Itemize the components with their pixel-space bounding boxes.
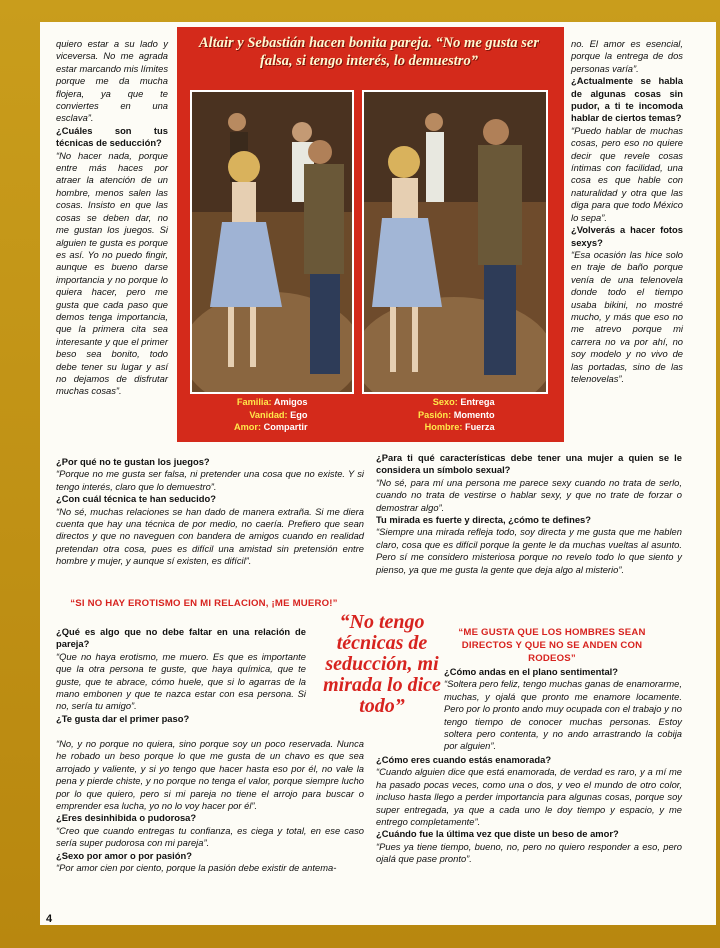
pull-quote-right: “ME GUSTA QUE LOS HOMBRES SEAN DIRECTOS Y QUE NO SE ANDEN CON RODEOS”: [458, 627, 646, 664]
caption-line: Amor: Compartir: [234, 422, 308, 432]
page-number: 4: [46, 913, 53, 925]
question-text: ¿Cómo eres cuando estás enamorada?: [376, 754, 552, 765]
answer-text: “No hacer nada, porque entre más haces por atraer la atención de un hombre, menos salen las cosas. Insisto en que las cosas se deben dar, no me gustan los juegos. Si alguien te gusta es porque es así. Yo no puedo fingir, aunque es bueno darse importancia y no porque lo quiera hacer, pero me gusta que cada paso que demos tenga importancia, que la primera cita sea interesante y que el primer beso sea bonito, todo debe tener su lugar y así no dejamos de disfrutar muchas cosas”.: [56, 149, 168, 397]
bottom-right-wide: [376, 754, 682, 866]
photo-illustration: [192, 92, 352, 392]
answer-text: “Porque no me gusta ser falsa, ni pretender una cosa que no existe. Y si tengo interés, claro que lo demuestro”.: [56, 468, 364, 492]
photo-right-caption: [418, 396, 495, 434]
caption-line: Pasión: Momento: [418, 409, 495, 420]
middle-right-column: [376, 452, 682, 576]
question-text: ¿Cómo andas en el plano sentimental?: [444, 666, 618, 677]
answer-text: “Cuando alguien dice que está enamorada, de verdad es raro, y a mí me ha pasado pocas veces, como una o dos, y veo el mundo de otro color, incluso hasta llego a perder importancia para algunas cosas, porque soy super entregada, ya que a cada uno le doy tiempo y espacio, y me entrego completamente”.: [376, 766, 682, 828]
caption-line: Familia: Amigos: [236, 397, 308, 407]
question-text: ¿Cuáles son tus técnicas de seducción?: [56, 124, 168, 149]
answer-text: “No sé, para mí una persona me parece sexy cuando no trata de serlo, cuando no trata de vestirse o hablar sexy, y que no trate de forzar o demostrar algo”.: [376, 476, 682, 513]
answer-text: no. El amor es esencial, porque la entrega de dos personas varía”.: [571, 38, 683, 74]
bottom-left-column: [56, 626, 306, 725]
answer-text: “Siempre una mirada refleja todo, soy directa y me gusta que me hablen claro, cosa que es difícil porque la gente le da muchas vueltas al asunto. Pero sí me considero misteriosa porque no revelo todo lo que siento y pienso, ya que me gusta la gente que deja algo al misterio”.: [376, 526, 682, 575]
answer-text: “Por amor cien por ciento, porque la pasión debe existir de antema-: [56, 862, 337, 874]
question-text: ¿Por qué no te gustan los juegos?: [56, 456, 210, 467]
panel-headline: Altair y Sebastián hacen bonita pareja. “No me gusta ser falsa, si tengo interés, lo demuestro”: [199, 35, 539, 69]
answer-text: “Pues ya tiene tiempo, bueno, no, pero no quiero responder a eso, pero ojalá que pase pronto”.: [376, 840, 682, 865]
couple-photo-left: [190, 90, 354, 394]
question-text: ¿Eres desinhibida o pudorosa?: [56, 812, 197, 824]
right-column: [571, 38, 683, 385]
answer-text: “Que no haya erotismo, me muero. Es que es importante que la otra persona te guste, que haya química, que te guste, que te abrace, cómo huele, que si lo agarras de la mano embonen y que te nazca estar con esa persona. Si no, sería tu amigo”.: [56, 650, 306, 712]
caption-line: Vanidad: Ego: [249, 409, 308, 420]
left-column: [56, 38, 168, 398]
answer-text: “Puedo hablar de muchas cosas, pero eso no quiere decir que revele cosas íntimas con facilidad, una cosa es que hable con naturalidad y otra que las diga para que todo México lo sepa”.: [571, 124, 683, 223]
question-text: ¿Volverás a hacer fotos sexys?: [571, 224, 683, 248]
middle-left-column: [56, 456, 364, 568]
answer-text: quiero estar a su lado y viceversa. No me agrada estar marcando mis límites porque me da mucha flojera, ya que te conviertes en una esclava”.: [56, 38, 169, 124]
question-text: ¿Cuándo fue la última vez que diste un beso de amor?: [376, 828, 619, 840]
question-text: ¿Actualmente se habla de algunas cosas sin pudor, a ti te incomoda hablar de ciertos temas?: [571, 75, 683, 124]
big-quote: “No tengo técnicas de seducción, mi mirada lo dice todo”: [323, 611, 441, 717]
caption-line: Sexo: Entrega: [432, 397, 495, 407]
answer-text: “No, y no porque no quiera, sino porque soy un poco reservada. Nunca he robado un beso porque lo que me gusta de un chavo es que sea arrojado y valiente, y si yo tengo que hacer hasta eso por él, no vale la pena y pierde chiste, y no porque no tenga el valor, porque siempre lucho por lo que quiero, pero si mi pareja no tiene el arrojo para buscar o emprender esa lucha, yo no lo voy hacer por él”.: [56, 738, 364, 812]
couple-photo-right: [362, 90, 548, 394]
answer-text: “Soltera pero feliz, tengo muchas ganas de enamorarme, muchas, y ojalá que pronto me enamore locamente. Pero por lo pronto ando muy ocupada con el trabajo y no tengo tiempo de conocer muchas personas. Estoy soltera pero contenta, y no ando arrastrando la cobija por alguien”.: [444, 678, 682, 752]
caption-line: Hombre: Fuerza: [424, 422, 495, 432]
photo-illustration: [364, 92, 546, 392]
photo-left-caption: [234, 396, 308, 434]
question-text: ¿Para ti qué características debe tener una mujer a quien se le considera un símbolo sexual?: [376, 452, 682, 476]
answer-text: “Esa ocasión las hice solo en traje de baño porque venía de una telenovela donde todo el tiempo usaba bikini, no mostré mucho, y más que eso no me atrevo porque mi carrera no va por ahí, no soy modelo y no vivo de las portadas, sino de las telenovelas”.: [571, 248, 683, 384]
question-text: ¿Con cuál técnica te han seducido?: [56, 493, 216, 505]
answer-text: “Creo que cuando entregas tu confianza, es ciega y total, en ese caso sería super pudorosa con mi pareja”.: [56, 824, 364, 849]
question-text: ¿Te gusta dar el primer paso?: [56, 712, 190, 724]
question-text: ¿Qué es algo que no debe faltar en una relación de pareja?: [56, 626, 306, 650]
answer-text: “No sé, muchas relaciones se han dado de manera extraña. Si me diera cuenta que hay una técnica de por medio, no caería. Prefiero que sean directos y que no naveguen con bandera de amigos cuando en realidad pretendan otra cosa, pues es difícil una amistad sin pretensión entre hombre y mujer, y aunque sí existen, es difícil”.: [56, 505, 364, 567]
question-text: Tu mirada es fuerte y directa, ¿cómo te defines?: [376, 514, 591, 526]
pull-quote-left: “SI NO HAY EROTISMO EN MI RELACION, ¡ME MUERO!”: [70, 598, 338, 609]
bottom-left-wide: [56, 738, 364, 874]
bottom-right-column: [444, 666, 682, 753]
question-text: ¿Sexo por amor o por pasión?: [56, 849, 192, 861]
